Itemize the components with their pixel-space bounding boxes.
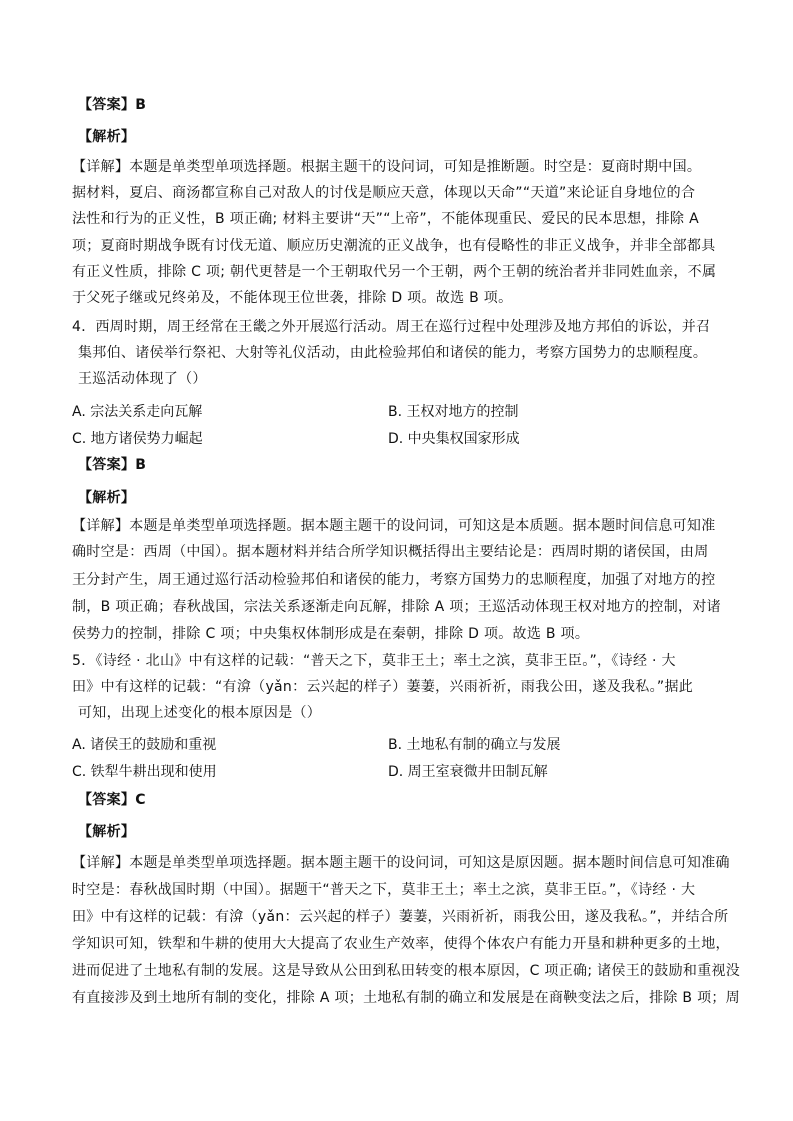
q4-stem-line: 集邦伯、诸侯举行祭祀、大射等礼仪活动，由此检验邦伯和诸侯的能力，考察方国势力的忠顺程度。	[78, 345, 708, 361]
q5-option-b: B. 土地私有制的确立与发展	[388, 737, 561, 753]
q3-detail-line: 有正义性质，排除 C 项; 朝代更替是一个王朝取代另一个王朝，两个王朝的统治者并非同姓血亲，不属	[72, 264, 717, 280]
q3-detail-line: 据材料，夏启、商汤都宣称自己对敌人的讨伐是顺应天意，体现以天命”“天道”来论证自身地位的合	[72, 185, 696, 201]
q4-detail-line: 制，B 项正确；春秋战国，宗法关系逐渐走向瓦解，排除 A 项；王巡活动体现王权对地方的控制，对诸	[72, 599, 721, 615]
q4-option-d: D. 中央集权国家形成	[388, 431, 520, 447]
q5-detail-line: 有直接涉及到土地所有制的变化，排除 A 项；土地私有制的确立和发展是在商鞅变法之后，排除 B 项；周	[72, 990, 740, 1006]
q4-stem-line: 4．西周时期，周王经常在王畿之外开展巡行活动。周王在巡行过程中处理涉及地方邦伯的诉讼，并召	[72, 319, 711, 335]
q4-detail-line: 确时空是：西周（中国）。据本题材料并结合所学知识概括得出主要结论是：西周时期的诸侯国，由周	[72, 544, 709, 560]
q3-detail-line: 项；夏商时期战争既有讨伐无道、顺应历史潮流的正义战争，也有侵略性的非正义战争，并非全部都具	[72, 238, 716, 254]
q5-option-d: D. 周王室衰微井田制瓦解	[388, 764, 548, 780]
q4-detail-line: 侯势力的控制，排除 C 项；中央集权体制形成是在秦朝，排除 D 项。故选 B 项。	[72, 626, 590, 642]
q3-detail-line: 于父死子继或兄终弟及，不能体现王位世袭，排除 D 项。故选 B 项。	[72, 290, 513, 306]
q5-answer: 【答案】C	[78, 792, 146, 808]
q4-option-b: B. 王权对地方的控制	[388, 404, 519, 420]
q5-analysis-heading: 【解析】	[78, 824, 136, 840]
q3-detail-line: 【详解】本题是单类型单项选择题。根据主题干的设问词，可知是推断题。时空是：夏商时期中国。	[72, 159, 702, 175]
q4-detail-line: 【详解】本题是单类型单项选择题。据本题主题干的设问词，可知这是本质题。据本题时间信息可知准	[72, 518, 716, 534]
q5-detail-line: 时空是：春秋战国时期（中国）。据题干“普天之下，莫非王土；率土之滨，莫非王臣。”，《诗经 · 大	[72, 882, 696, 898]
q5-stem-line: 田》中有这样的记载：“有渰（yǎn：云兴起的样子）萋萋，兴雨祈祈，雨我公田，遂及我私。”据此	[72, 679, 694, 695]
q4-detail-line: 王分封产生，周王通过巡行活动检验邦伯和诸侯的能力，考察方国势力的忠顺程度，加强了对地方的控	[72, 572, 716, 588]
q4-option-a: A. 宗法关系走向瓦解	[72, 404, 203, 420]
q5-stem-line: 可知，出现上述变化的根本原因是（）	[78, 705, 322, 721]
q3-analysis-heading: 【解析】	[78, 129, 136, 145]
q5-option-a: A. 诸侯王的鼓励和重视	[72, 737, 217, 753]
q5-detail-line: 田》中有这样的记载：有渰（yǎn：云兴起的样子）萋萋，兴雨祈祈，雨我公田，遂及我私。”，并结合所	[72, 909, 729, 925]
q5-stem-line: 5．《诗经 · 北山》中有这样的记载：“普天之下，莫非王土；率土之滨，莫非王臣。”，《诗经 · 大	[72, 653, 676, 669]
q4-answer: 【答案】B	[78, 457, 147, 473]
q4-option-c: C. 地方诸侯势力崛起	[72, 431, 203, 447]
q3-answer: 【答案】B	[78, 97, 147, 113]
q5-detail-line: 进而促进了土地私有制的发展。这是导致从公田到私田转变的根本原因，C 项正确; 诸侯王的鼓励和重视没	[72, 963, 741, 979]
q4-stem-line: 王巡活动体现了（）	[78, 371, 207, 387]
q5-option-c: C. 铁犁牛耕出现和使用	[72, 764, 217, 780]
q4-analysis-heading: 【解析】	[78, 490, 136, 506]
q5-detail-line: 【详解】本题是单类型单项选择题。据本题主题干的设问词，可知这是原因题。据本题时间信息可知准确	[72, 855, 730, 871]
q5-detail-line: 学知识可知，铁犁和牛耕的使用大大提高了农业生产效率，使得个体农户有能力开垦和耕种更多的土地，	[72, 936, 730, 952]
q3-detail-line: 法性和行为的正义性，B 项正确; 材料主要讲“天”“上帝”，不能体现重民、爱民的民本思想，排除 A	[72, 211, 699, 227]
